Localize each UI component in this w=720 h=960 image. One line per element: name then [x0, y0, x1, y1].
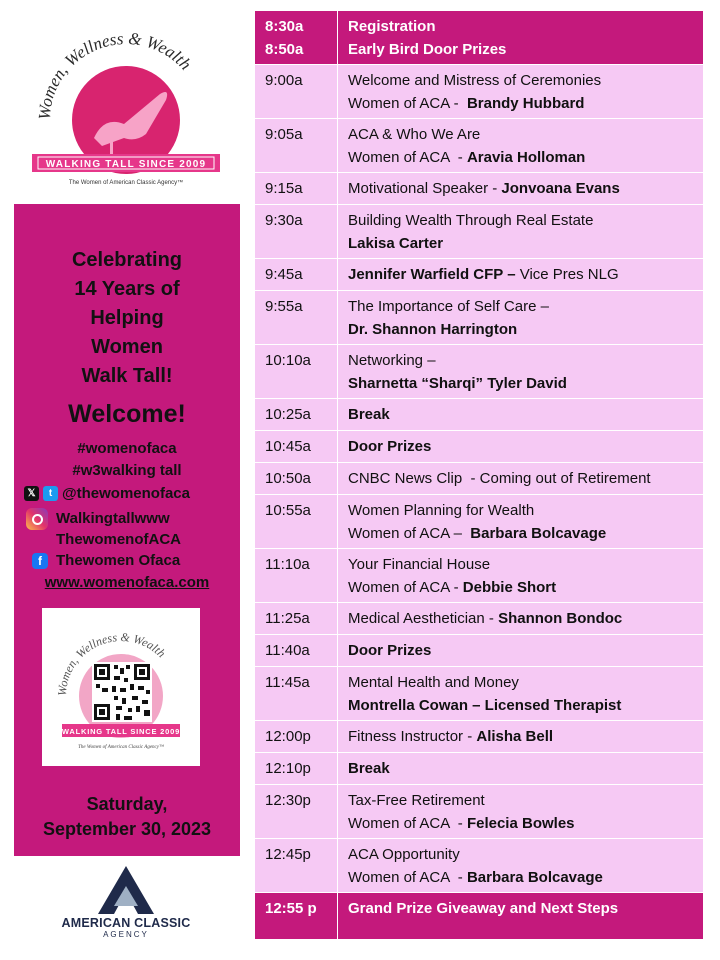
agenda-speaker: Door Prizes: [348, 438, 432, 455]
agenda-speaker: Lakisa Carter: [348, 235, 444, 252]
aca-name: AMERICAN CLASSIC: [61, 916, 191, 930]
agenda-time: 9:05a: [255, 119, 338, 173]
agenda-time: 9:00a: [255, 65, 338, 119]
aca-triangle-icon: [98, 866, 154, 914]
agenda-text: Welcome and Mistress of Ceremonies: [348, 72, 602, 89]
agenda-details: [338, 495, 704, 549]
agenda-speaker: Barbara Bolcavage: [470, 525, 607, 542]
agenda-speaker: Door Prizes: [348, 642, 432, 659]
agenda-details: [338, 399, 704, 431]
agenda-speaker: Break: [348, 760, 390, 777]
qr-code-logo[interactable]: [42, 608, 200, 766]
svg-text:Women, Wellness & Wealth: Women, Wellness & Wealth: [54, 629, 169, 697]
agenda-details: [338, 431, 704, 463]
agenda-details: [338, 721, 704, 753]
welcome-heading: Welcome!: [68, 400, 186, 428]
agenda-row: [255, 291, 704, 345]
agenda-time: 10:55a: [255, 495, 338, 549]
agenda-time: 9:55a: [255, 291, 338, 345]
website-link[interactable]: www.womenofaca.com: [44, 574, 210, 591]
agenda-details: [338, 603, 704, 635]
x-icon: 𝕏: [24, 486, 39, 501]
agenda-speaker: Registration: [348, 18, 436, 35]
agenda-time: 12:45p: [255, 839, 338, 893]
agenda-text: Women of ACA -: [348, 149, 467, 166]
agenda-speaker: Alisha Bell: [476, 728, 554, 745]
agenda-details: [338, 893, 704, 940]
agenda-row: [255, 345, 704, 399]
agenda-time: 12:55 p: [255, 893, 338, 940]
agenda-row: [255, 431, 704, 463]
agenda-speaker: Jonvoana Evans: [501, 180, 620, 197]
agenda-text: Mental Health and Money: [348, 674, 519, 691]
agenda-time: 12:00p: [255, 721, 338, 753]
agenda-time: 11:45a: [255, 667, 338, 721]
agenda-text: Medical Aesthetician -: [348, 610, 499, 627]
instagram-icon: [26, 508, 48, 530]
x-twitter-handle[interactable]: 𝕏 t @thewomenofaca: [24, 485, 190, 502]
agenda-time: 10:45a: [255, 431, 338, 463]
agenda-row: [255, 495, 704, 549]
agenda-text: Women Planning for Wealth: [348, 502, 535, 519]
agenda-time: 11:10a: [255, 549, 338, 603]
agenda-speaker: Felecia Bowles: [466, 815, 575, 832]
agenda-details: [338, 667, 704, 721]
aca-subtitle: AGENCY: [103, 930, 149, 939]
agenda-row: [255, 893, 704, 940]
agenda-speaker: Brandy Hubbard: [466, 95, 585, 112]
agenda-row: [255, 205, 704, 259]
agenda-time: 12:30p: [255, 785, 338, 839]
agenda-speaker: Dr. Shannon Harrington: [348, 321, 518, 338]
agenda-details: [338, 65, 704, 119]
agenda-text: Women of ACA -: [348, 579, 463, 596]
agenda-time: 9:15a: [255, 173, 338, 205]
agenda-details: [338, 549, 704, 603]
agenda-details: [338, 291, 704, 345]
agenda-speaker: Sharnetta “Sharqi” Tyler David: [348, 375, 567, 392]
agenda-text: ACA & Who We Are: [348, 126, 481, 143]
american-classic-agency-logo: [46, 866, 206, 946]
agenda-speaker: Montrella Cowan – Licensed Therapist: [348, 697, 622, 714]
agenda-time: 11:25a: [255, 603, 338, 635]
agenda-row: [255, 11, 704, 65]
agenda-details: [338, 635, 704, 667]
facebook-icon: f: [32, 553, 48, 569]
celebrate-heading: Celebrating 14 Years of Helping Women Walk Tall!: [71, 249, 183, 387]
agenda-text: ACA Opportunity: [348, 846, 460, 863]
agenda-time: 8:30a 8:50a: [255, 11, 338, 65]
svg-text:The Women of American Classic: The Women of American Classic Agency™: [78, 745, 164, 750]
agenda-row: [255, 635, 704, 667]
agenda-speaker: Grand Prize Giveaway and Next Steps: [348, 900, 619, 917]
agenda-speaker: Shannon Bondoc: [498, 610, 623, 627]
agenda-text: Fitness Instructor -: [348, 728, 477, 745]
agenda-row: [255, 785, 704, 839]
agenda-text: Tax-Free Retirement: [348, 792, 485, 809]
agenda-time: 10:25a: [255, 399, 338, 431]
logo-banner: WALKING TALL SINCE 2009: [45, 159, 207, 170]
agenda-row: [255, 549, 704, 603]
agenda-row: [255, 119, 704, 173]
agenda-row: [255, 603, 704, 635]
agenda-text: Women of ACA –: [348, 525, 471, 542]
agenda-details: [338, 119, 704, 173]
agenda-text: Networking –: [348, 352, 436, 369]
agenda-text: Women of ACA -: [348, 95, 467, 112]
women-wellness-wealth-logo: [20, 20, 232, 192]
agenda-time: 10:50a: [255, 463, 338, 495]
hashtag-womenofaca: #womenofaca: [77, 440, 177, 457]
agenda-speaker: Early Bird Door Prizes: [348, 41, 507, 58]
instagram-handle[interactable]: Walkingtallwww ThewomenofACA: [26, 508, 181, 550]
agenda-details: [338, 205, 704, 259]
agenda-details: [338, 11, 704, 65]
agenda-details: [338, 173, 704, 205]
agenda-row: [255, 173, 704, 205]
agenda-row: [255, 259, 704, 291]
logo-subtext: The Women of American Classic Agency™: [68, 180, 184, 186]
agenda-details: [338, 345, 704, 399]
agenda-speaker: Jennifer Warfield CFP –: [348, 266, 520, 283]
agenda-details: [338, 839, 704, 893]
agenda-row: [255, 399, 704, 431]
agenda-text: Vice Pres NLG: [519, 266, 619, 283]
promo-panel: [14, 204, 240, 856]
agenda-text: Women of ACA -: [348, 869, 467, 886]
agenda-row: [255, 721, 704, 753]
agenda-row: [255, 667, 704, 721]
agenda-text: Your Financial House: [348, 556, 491, 573]
facebook-handle[interactable]: f Thewomen Ofaca: [32, 552, 180, 569]
agenda-text: CNBC News Clip - Coming out of Retirement: [348, 470, 651, 487]
agenda-time: 11:40a: [255, 635, 338, 667]
agenda-speaker: Aravia Holloman: [466, 149, 586, 166]
agenda-text: Women of ACA -: [348, 815, 467, 832]
agenda-text: Motivational Speaker -: [348, 180, 502, 197]
agenda-time: 9:30a: [255, 205, 338, 259]
agenda-details: [338, 463, 704, 495]
agenda-time: 12:10p: [255, 753, 338, 785]
agenda-text: Building Wealth Through Real Estate: [348, 212, 594, 229]
svg-text:WALKING TALL SINCE 2009: WALKING TALL SINCE 2009: [61, 727, 181, 736]
agenda-speaker: Barbara Bolcavage: [466, 869, 603, 886]
agenda-row: [255, 65, 704, 119]
agenda-speaker: Debbie Short: [462, 579, 557, 596]
hashtag-w3walking: #w3walking tall: [72, 462, 182, 479]
agenda-speaker: Break: [348, 406, 390, 423]
agenda-details: [338, 753, 704, 785]
agenda-text: The Importance of Self Care –: [348, 298, 549, 315]
agenda-row: [255, 463, 704, 495]
agenda-time: 10:10a: [255, 345, 338, 399]
agenda-details: [338, 785, 704, 839]
agenda-details: [338, 259, 704, 291]
agenda-row: [255, 839, 704, 893]
agenda-time: 9:45a: [255, 259, 338, 291]
logo-arc-text: Women, Wellness & Wealth: [34, 28, 196, 121]
agenda-row: [255, 753, 704, 785]
event-date: Saturday, September 30, 2023: [42, 794, 212, 839]
twitter-bird-icon: t: [43, 486, 58, 501]
agenda-table: [254, 10, 704, 940]
